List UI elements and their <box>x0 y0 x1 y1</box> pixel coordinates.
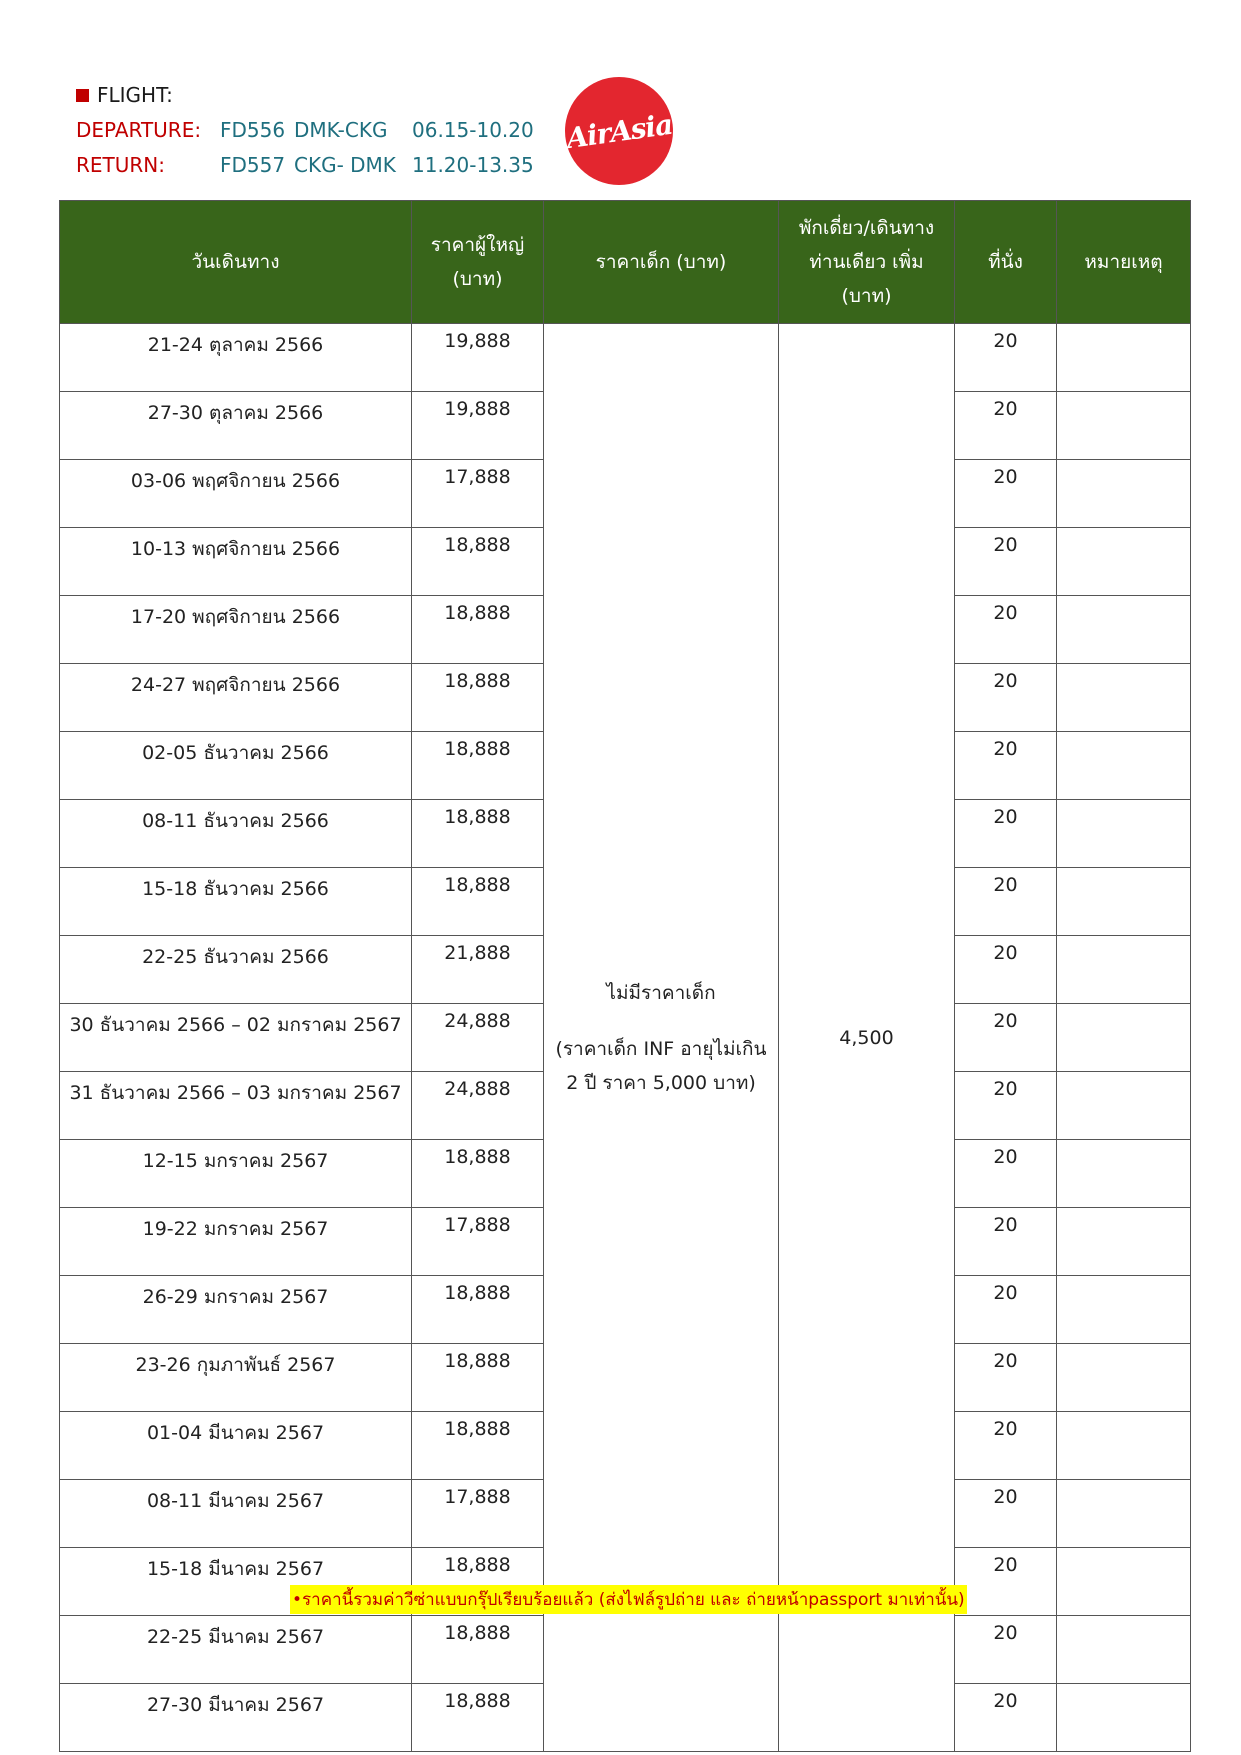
return-label: RETURN: <box>76 153 165 177</box>
seats-cell: 20 <box>955 868 1057 936</box>
date-cell: 15-18 มีนาคม 2567 <box>60 1548 412 1616</box>
seats-cell: 20 <box>955 1004 1057 1072</box>
seats-cell: 20 <box>955 1208 1057 1276</box>
header-adult-price: ราคาผู้ใหญ่ (บาท) <box>412 201 544 324</box>
price-table <box>59 200 1191 1752</box>
adult-price-cell: 18,888 <box>412 868 544 936</box>
departure-time: 06.15-10.20 <box>412 118 534 142</box>
remark-cell <box>1057 1004 1191 1072</box>
table-row <box>60 324 1191 392</box>
remark-cell <box>1057 324 1191 392</box>
return-time: 11.20-13.35 <box>412 153 534 177</box>
remark-cell <box>1057 732 1191 800</box>
seats-cell: 20 <box>955 1616 1057 1684</box>
flight-heading: FLIGHT: <box>97 83 173 107</box>
seats-cell: 20 <box>955 1140 1057 1208</box>
remark-cell <box>1057 1344 1191 1412</box>
date-cell: 27-30 ตุลาคม 2566 <box>60 392 412 460</box>
adult-price-cell: 17,888 <box>412 460 544 528</box>
adult-price-cell: 21,888 <box>412 936 544 1004</box>
date-cell: 15-18 ธันวาคม 2566 <box>60 868 412 936</box>
remark-cell <box>1057 868 1191 936</box>
header-remarks: หมายเหตุ <box>1057 201 1191 324</box>
seats-cell: 20 <box>955 460 1057 528</box>
seats-cell: 20 <box>955 324 1057 392</box>
return-route: CKG- DMK <box>294 153 396 177</box>
seats-cell: 20 <box>955 1344 1057 1412</box>
remark-cell <box>1057 1208 1191 1276</box>
adult-price-cell: 18,888 <box>412 1140 544 1208</box>
header-seats: ที่นั่ง <box>955 201 1057 324</box>
remark-cell <box>1057 596 1191 664</box>
remark-cell <box>1057 1616 1191 1684</box>
single-supplement-cell: 4,500 <box>779 324 955 1752</box>
date-cell: 22-25 ธันวาคม 2566 <box>60 936 412 1004</box>
adult-price-cell: 18,888 <box>412 1412 544 1480</box>
adult-price-cell: 18,888 <box>412 528 544 596</box>
header-child-price: ราคาเด็ก (บาท) <box>544 201 779 324</box>
remark-cell <box>1057 1072 1191 1140</box>
adult-price-cell: 18,888 <box>412 732 544 800</box>
adult-price-cell: 18,888 <box>412 1344 544 1412</box>
header-date: วันเดินทาง <box>60 201 412 324</box>
seats-cell: 20 <box>955 1480 1057 1548</box>
date-cell: 26-29 มกราคม 2567 <box>60 1276 412 1344</box>
remark-cell <box>1057 528 1191 596</box>
seats-cell: 20 <box>955 1276 1057 1344</box>
seats-cell: 20 <box>955 528 1057 596</box>
date-cell: 24-27 พฤศจิกายน 2566 <box>60 664 412 732</box>
child-price-note: (ราคาเด็ก INF อายุไม่เกิน 2 ปี ราคา 5,000 บาท) <box>555 1037 767 1094</box>
date-cell: 23-26 กุมภาพันธ์ 2567 <box>60 1344 412 1412</box>
seats-cell: 20 <box>955 664 1057 732</box>
remark-cell <box>1057 1276 1191 1344</box>
date-cell: 17-20 พฤศจิกายน 2566 <box>60 596 412 664</box>
departure-row <box>76 113 534 148</box>
date-cell: 02-05 ธันวาคม 2566 <box>60 732 412 800</box>
seats-cell: 20 <box>955 800 1057 868</box>
remark-cell <box>1057 800 1191 868</box>
flight-heading-row <box>76 78 534 113</box>
airasia-logo-text: AirAsia <box>564 107 674 155</box>
header-single-supplement: พักเดี่ยว/เดินทางท่านเดียว เพิ่ม (บาท) <box>779 201 955 324</box>
remark-cell <box>1057 1140 1191 1208</box>
seats-cell: 20 <box>955 596 1057 664</box>
adult-price-cell: 24,888 <box>412 1004 544 1072</box>
remark-cell <box>1057 1480 1191 1548</box>
table-header-row <box>60 201 1191 324</box>
departure-label: DEPARTURE: <box>76 118 202 142</box>
date-cell: 10-13 พฤศจิกายน 2566 <box>60 528 412 596</box>
adult-price-cell: 19,888 <box>412 324 544 392</box>
adult-price-cell: 19,888 <box>412 392 544 460</box>
date-cell: 01-04 มีนาคม 2567 <box>60 1412 412 1480</box>
date-cell: 27-30 มีนาคม 2567 <box>60 1684 412 1752</box>
remark-cell <box>1057 936 1191 1004</box>
flight-info <box>76 78 534 183</box>
seats-cell: 20 <box>955 1548 1057 1616</box>
date-cell: 12-15 มกราคม 2567 <box>60 1140 412 1208</box>
child-price-text: ไม่มีราคาเด็ก <box>606 981 716 1004</box>
adult-price-cell: 18,888 <box>412 1684 544 1752</box>
date-cell: 21-24 ตุลาคม 2566 <box>60 324 412 392</box>
adult-price-cell: 18,888 <box>412 664 544 732</box>
price-table-body <box>60 324 1191 1752</box>
visa-footnote: •ราคานี้รวมค่าวีซ่าแบบกรุ๊ปเรียบร้อยแล้ว (ส่งไฟล์รูปถ่าย และ ถ่ายหน้าpassport มาเท่านั้น) <box>290 1585 967 1614</box>
square-bullet-icon <box>76 89 89 102</box>
date-cell: 30 ธันวาคม 2566 – 02 มกราคม 2567 <box>60 1004 412 1072</box>
remark-cell <box>1057 1684 1191 1752</box>
return-row <box>76 148 534 183</box>
remark-cell <box>1057 392 1191 460</box>
remark-cell <box>1057 1548 1191 1616</box>
return-flight-code: FD557 <box>220 153 286 177</box>
date-cell: 08-11 ธันวาคม 2566 <box>60 800 412 868</box>
departure-route: DMK-CKG <box>294 118 388 142</box>
adult-price-cell: 17,888 <box>412 1480 544 1548</box>
airasia-logo <box>565 77 673 185</box>
adult-price-cell: 24,888 <box>412 1072 544 1140</box>
remark-cell <box>1057 1412 1191 1480</box>
adult-price-cell: 18,888 <box>412 1276 544 1344</box>
departure-flight-code: FD556 <box>220 118 286 142</box>
date-cell: 03-06 พฤศจิกายน 2566 <box>60 460 412 528</box>
adult-price-cell: 18,888 <box>412 800 544 868</box>
seats-cell: 20 <box>955 392 1057 460</box>
adult-price-cell: 18,888 <box>412 596 544 664</box>
adult-price-cell: 18,888 <box>412 1616 544 1684</box>
date-cell: 08-11 มีนาคม 2567 <box>60 1480 412 1548</box>
remark-cell <box>1057 460 1191 528</box>
child-price-cell <box>544 324 779 1752</box>
date-cell: 31 ธันวาคม 2566 – 03 มกราคม 2567 <box>60 1072 412 1140</box>
adult-price-cell: 17,888 <box>412 1208 544 1276</box>
seats-cell: 20 <box>955 936 1057 1004</box>
date-cell: 19-22 มกราคม 2567 <box>60 1208 412 1276</box>
seats-cell: 20 <box>955 1072 1057 1140</box>
adult-price-cell: 18,888 <box>412 1548 544 1616</box>
seats-cell: 20 <box>955 1684 1057 1752</box>
remark-cell <box>1057 664 1191 732</box>
date-cell: 22-25 มีนาคม 2567 <box>60 1616 412 1684</box>
seats-cell: 20 <box>955 1412 1057 1480</box>
seats-cell: 20 <box>955 732 1057 800</box>
